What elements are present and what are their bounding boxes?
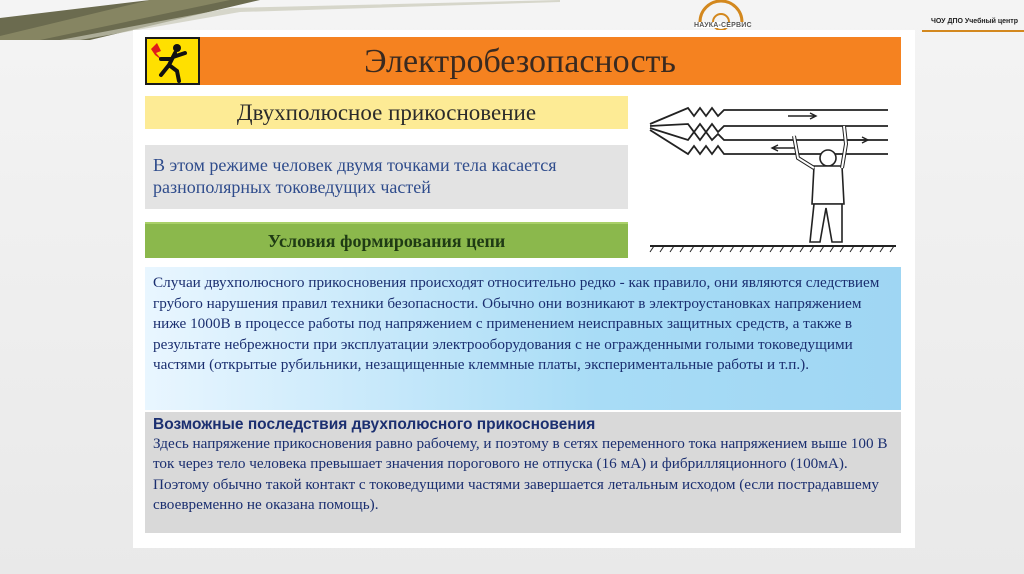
cases-paragraph: Случаи двухполюсного прикосновения происходят относительно редко - как правило, они являются следствием грубого нарушения правил техники безопасности. Обычно они возникают в электроустановках напряжением ниже 1000В в процессе работы под напряжением с применением неисправных защитных средств, а также в результате небрежности при эксплуатации электрооборудования с не огражденными голыми токоведущими частями (открытые рубильники, незащищенные клеммные платы, экспериментальные работы и т.п.). xyxy=(153,274,880,373)
header-accent-line xyxy=(922,30,1024,32)
subtitle-banner: Двухполюсное прикосновение xyxy=(145,96,628,129)
consequences-paragraph: Здесь напряжение прикосновения равно рабочему, и поэтому в сетях переменного тока напряжением выше 100 В ток через тело человека превышает значения порогового не отпуска (16 мА) и фибрилляционного (100мА). Поэтому обычно такой контакт с токоведущими частями завершается летальным исходом (если пострадавшему своевременно не оказана помощь). xyxy=(153,435,888,513)
cases-text-box xyxy=(145,267,901,410)
organization-logo-text: НАУКА-СЕРВИС xyxy=(694,22,752,29)
conditions-heading: Условия формирования цепи xyxy=(145,222,628,258)
description-box: В этом режиме человек двумя точками тела касается разнополярных токоведущих частей xyxy=(145,145,628,209)
person-touching-two-wires-illustration xyxy=(648,96,898,256)
consequences-box xyxy=(145,412,901,533)
organization-name: ЧОУ ДПО Учебный центр xyxy=(930,18,1018,25)
consequences-heading: Возможные последствия двухполюсного прикосновения xyxy=(153,416,596,433)
electric-shock-warning-icon xyxy=(147,39,198,83)
slide-title: Электробезопасность xyxy=(364,43,676,80)
